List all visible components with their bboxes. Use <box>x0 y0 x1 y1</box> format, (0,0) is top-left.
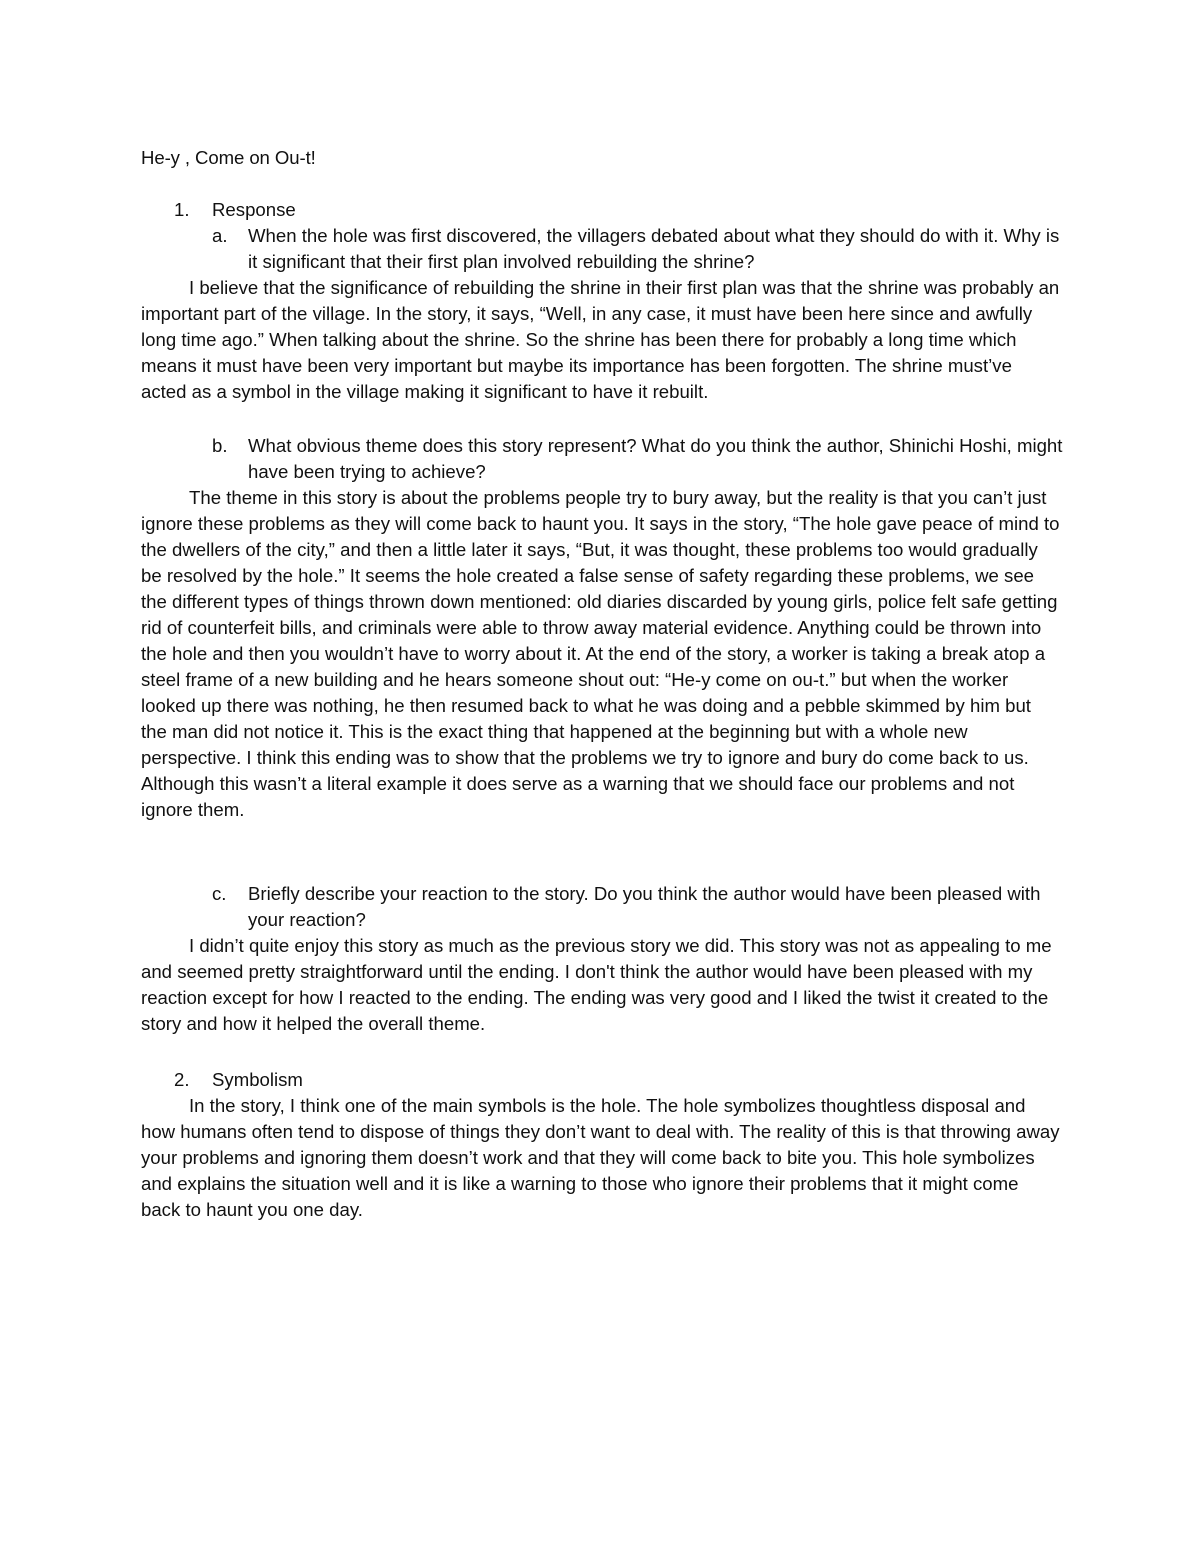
document-title: He-y , Come on Ou-t! <box>141 147 316 168</box>
answer-paragraph: The theme in this story is about the problems people try to bury away, but the reality is that you can’t just ignore these problems as they will come back to haunt you. It says in the story, “The hole gave peace of mind to the dwellers of the city,” and then a little later it says, “But, it was thought, these problems too would gradually be resolved by the hole.” It seems the hole created a false sense of safety regarding these problems, we see the different types of things thrown down mentioned: old diaries discarded by young girls, police felt safe getting rid of counterfeit bills, and criminals were able to throw away material evidence. Anything could be thrown into the hole and then you wouldn’t have to worry about it. At the end of the story, a worker is taking a break atop a steel frame of a new building and he hears someone shout out: “He-y come on ou-t.” but when the worker looked up there was nothing, he then resumed back to what he was doing and a pebble skimmed by him but the man did not notice it. This is the exact thing that happened at the beginning but with a whole new perspective. I think this ending was to show that the problems we try to ignore and bury do come back to us. Although this wasn’t a literal example it does serve as a warning that we should face our problems and not ignore them. <box>141 487 1060 820</box>
question-text: When the hole was first discovered, the villagers debated about what they should do with it. Why is it significant that their first plan involved rebuilding the shrine? <box>248 225 1060 272</box>
question-text: Briefly describe your reaction to the story. Do you think the author would have been pleased with your reaction? <box>248 883 1041 930</box>
question-letter: a. <box>212 225 228 246</box>
section-heading-symbolism: Symbolism <box>212 1069 303 1090</box>
section-number: 1. <box>174 199 190 220</box>
question-letter: c. <box>212 883 227 904</box>
answer-paragraph: In the story, I think one of the main symbols is the hole. The hole symbolizes thoughtless disposal and how humans often tend to dispose of things they don’t want to deal with. The reality of this is that throwing away your problems and ignoring them doesn’t work and that they will come back to bite you. This hole symbolizes and explains the situation well and it is like a warning to those who ignore their problems that it might come back to haunt you one day. <box>141 1095 1060 1220</box>
question-letter: b. <box>212 435 228 456</box>
answer-paragraph: I didn’t quite enjoy this story as much as the previous story we did. This story was not as appealing to me and seemed pretty straightforward until the ending. I don't think the author would have been pleased with my reaction except for how I reacted to the ending. The ending was very good and I liked the twist it created to the story and how it helped the overall theme. <box>141 935 1052 1034</box>
section-heading-response: Response <box>212 199 296 220</box>
section-number: 2. <box>174 1069 190 1090</box>
answer-paragraph: I believe that the significance of rebuilding the shrine in their first plan was that the shrine was probably an important part of the village. In the story, it says, “Well, in any case, it must have been here since and awfully long time ago.” When talking about the shrine. So the shrine has been there for probably a long time which means it must have been very important but maybe its importance has been forgotten. The shrine must’ve acted as a symbol in the village making it significant to have it rebuilt. <box>141 277 1060 402</box>
question-text: What obvious theme does this story represent? What do you think the author, Shinichi Hoshi, might have been trying to achieve? <box>248 435 1063 482</box>
